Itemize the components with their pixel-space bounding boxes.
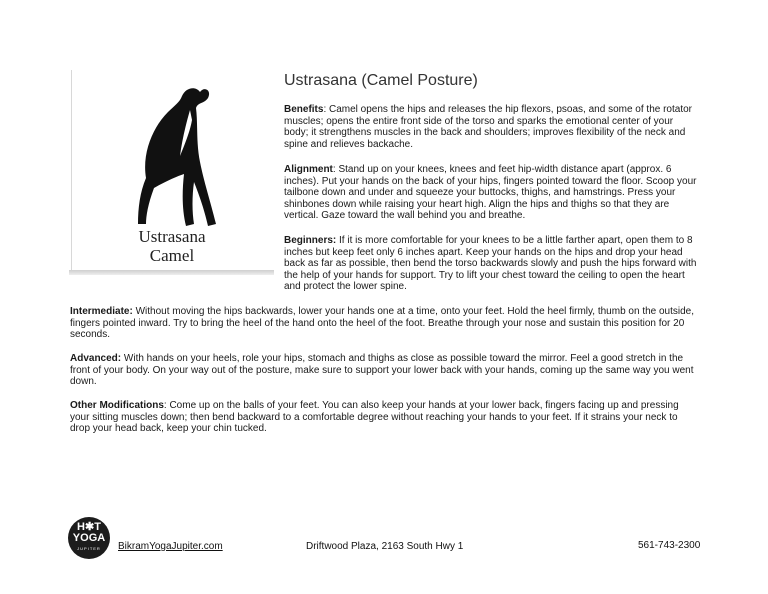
logo-line1: H✱T — [77, 521, 101, 533]
address-text: Driftwood Plaza, 2163 South Hwy 1 — [306, 541, 464, 552]
advanced-paragraph — [70, 353, 700, 388]
logo-line3: JUPITER — [77, 546, 101, 551]
benefits-text: : Camel opens the hips and releases the hip flexors, psoas, and some of the rotator muscles; opens the entire front side of the torso and sparks the emotional center of your body; it strengthens muscles in the back and shoulders; improves flexibility of the neck and spine and relieves backache. — [284, 104, 692, 150]
beginners-text: If it is more comfortable for your knees to be a little farther apart, open them to 8 inches but keep feet only 6 inches apart. Keep your hands on the hips and drop your head back as far as possible, then bend the torso backwards slowly and push the hips forward with the help of your hands for support. Try to lift your chest toward the ceiling to open the heart and protect the lower spine. — [284, 235, 697, 293]
posture-card — [71, 70, 272, 270]
page-title: Ustrasana (Camel Posture) — [284, 72, 478, 89]
alignment-paragraph — [284, 164, 700, 222]
advanced-text: With hands on your heels, role your hips, stomach and thighs as close as possible toward the mirror. Feel a good stretch in the front of your body. On your way out of the posture, make sure to support your lower back with your hands, coming up the same way you went down. — [70, 353, 694, 388]
other-modifications-paragraph — [70, 400, 700, 435]
advanced-label: Advanced: — [70, 353, 122, 364]
intermediate-paragraph — [70, 306, 700, 341]
alignment-label: Alignment — [284, 164, 333, 175]
benefits-label: Benefits — [284, 104, 324, 115]
phone-text: 561-743-2300 — [638, 540, 701, 551]
website-link[interactable]: BikramYogaJupiter.com — [118, 541, 223, 552]
benefits-paragraph — [284, 104, 700, 150]
card-caption-line2: Camel — [149, 246, 195, 265]
card-shadow — [69, 270, 274, 275]
hot-yoga-logo — [68, 517, 110, 559]
other-modifications-label: Other Modifications — [70, 400, 164, 411]
beginners-label: Beginners: — [284, 235, 337, 246]
alignment-text: : Stand up on your knees, knees and feet hip-width distance apart (approx. 6 inches). Put your hands on the back of your hips, fingers pointed toward the floor. Scoop your tailbone down and under and squeeze your buttocks, thighs, and hamstrings. Press your shinbones down while raising your heart high. Align the hips and thighs so that they are vertical. Gaze toward the wall behind you and breathe. — [284, 164, 697, 222]
card-caption-line1: Ustrasana — [138, 227, 206, 246]
beginners-paragraph — [284, 235, 700, 293]
logo-line2: YOGA — [72, 532, 106, 544]
other-modifications-text: : Come up on the balls of your feet. You can also keep your hands at your lower back, fingers facing up and pressing your sitting muscles down; then bend backward to a comfortable degree without reaching your hands to your feet. If it strains your neck to drop your head back, keep your chin tucked. — [70, 400, 679, 435]
intermediate-text: Without moving the hips backwards, lower your hands one at a time, onto your feet. Hold the heel firmly, thumb on the outside, fingers pointed inward. Try to bring the heel of the hand onto the heel of the foot. Breathe through your nose and sustain this position for 20 seconds. — [70, 306, 695, 341]
camel-pose-figure-icon — [124, 84, 234, 229]
intermediate-label: Intermediate: — [70, 306, 133, 317]
card-caption — [72, 227, 272, 265]
